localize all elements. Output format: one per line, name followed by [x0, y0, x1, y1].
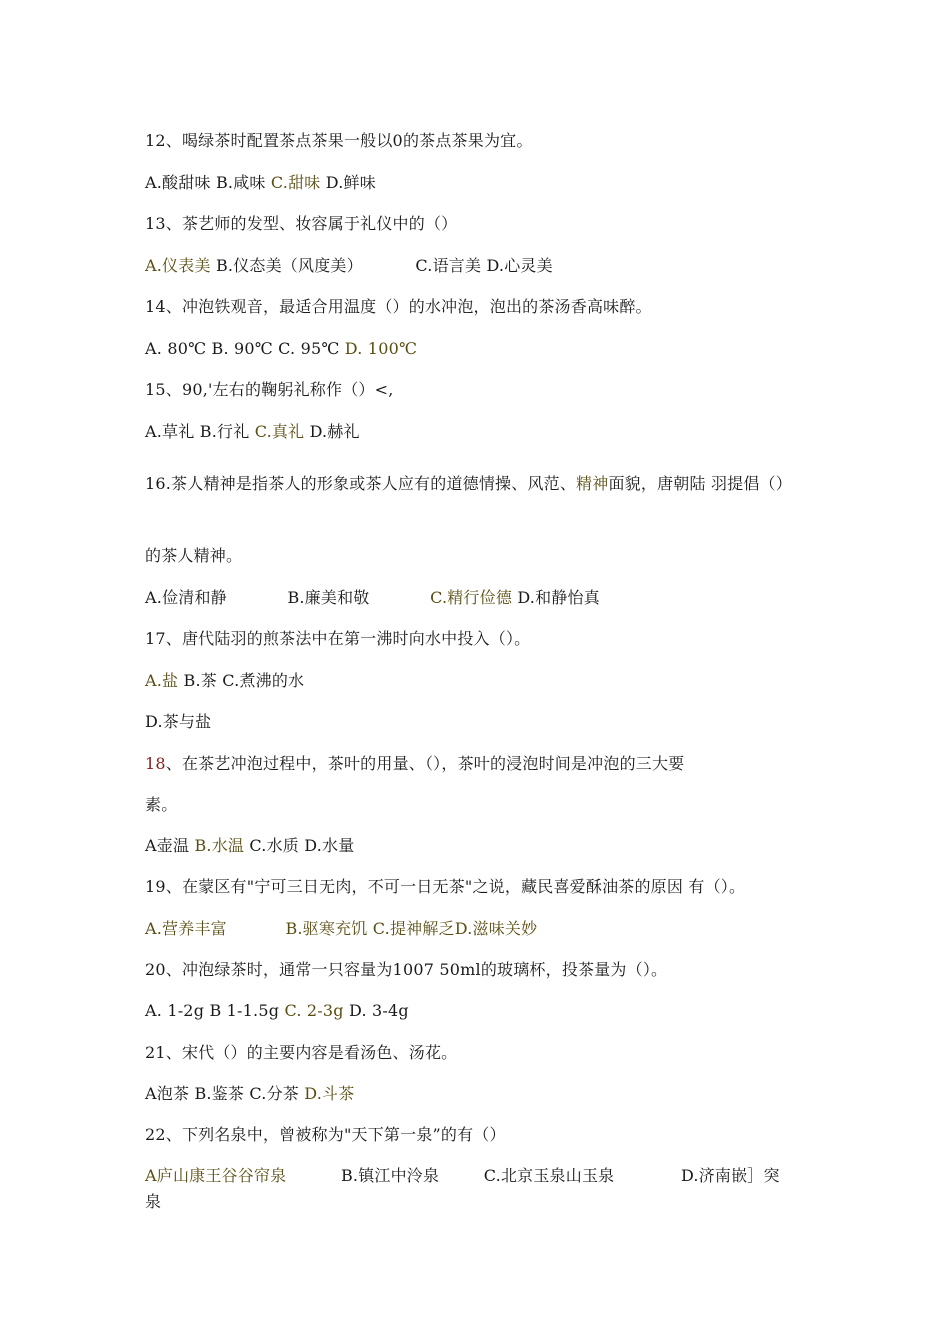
option-a: A泡茶 — [145, 1084, 190, 1103]
option-d: D.滋味关妙 — [454, 919, 538, 938]
question-17-options — [145, 671, 304, 691]
question-16-stem-cont: 的茶人精神。 — [145, 546, 243, 565]
option-b: B.茶 — [183, 671, 217, 690]
option-a: A.草礼 — [145, 422, 195, 441]
option-c: C. 2-3g — [284, 1001, 344, 1020]
option-c: C.提神解乏 — [372, 919, 455, 938]
option-b: B.镇江中泠泉 — [340, 1166, 440, 1185]
option-c: C.分茶 — [249, 1084, 299, 1103]
option-d: D. 100℃ — [344, 339, 418, 358]
question-19-stem: 19、在蒙区有"宁可三日无肉，不可一日无茶"之说，藏民喜爱酥油茶的原因 有（）。 — [145, 877, 746, 896]
option-c: C. 95℃ — [278, 339, 340, 358]
option-d: D.济南嵌］突 — [680, 1166, 780, 1185]
option-a: A.酸甜味 — [145, 173, 211, 192]
question-15-options — [145, 422, 360, 442]
question-21-options — [145, 1084, 354, 1104]
option-b: B.廉美和敬 — [287, 588, 370, 607]
option-c: C.水质 — [249, 836, 299, 855]
option-c: C.真礼 — [254, 422, 305, 441]
option-b: B. 90℃ — [211, 339, 273, 358]
option-b: B.鉴茶 — [194, 1084, 245, 1103]
option-c: C.精行俭德 — [430, 588, 513, 607]
option-a: A壶温 — [145, 836, 190, 855]
question-19-options — [145, 919, 537, 939]
option-a: A.营养丰富 — [145, 919, 227, 938]
question-18-stem: 18、在茶艺冲泡过程中，茶叶的用量、（），茶叶的浸泡时间是冲泡的三大要 — [145, 754, 685, 773]
question-14-stem: 14、冲泡铁观音，最适合用温度（）的水冲泡，泡出的茶汤香高味醉。 — [145, 297, 652, 316]
question-18-options — [145, 836, 354, 856]
option-a: A. 1-2g — [145, 1001, 205, 1020]
option-d: D. 3-4g — [349, 1001, 409, 1020]
option-b: B.行礼 — [199, 422, 250, 441]
question-14-options — [145, 339, 417, 359]
option-c: C.北京玉泉山玉泉 — [483, 1166, 615, 1185]
question-13-options — [145, 256, 553, 276]
question-20-stem: 20、冲泡绿茶时，通常一只容量为1007 50ml的玻璃杯，投茶量为（）。 — [145, 960, 668, 979]
option-d: D.和静怡真 — [517, 588, 600, 607]
option-a: A.盐 — [145, 671, 179, 690]
option-a: A庐山康王谷谷帘泉 — [145, 1166, 287, 1185]
question-21-stem: 21、宋代（）的主要内容是看汤色、汤花。 — [145, 1043, 458, 1062]
highlight-word: 精神 — [576, 474, 609, 493]
question-22-options — [145, 1166, 780, 1186]
question-12-stem: 12、喝绿茶时配置茶点茶果一般以0的茶点茶果为宜。 — [145, 131, 533, 150]
question-16-options — [145, 588, 600, 608]
option-a: A.俭清和静 — [145, 588, 227, 607]
question-number: 18 — [145, 754, 166, 773]
question-13-stem: 13、茶艺师的发型、妆容属于礼仪中的（） — [145, 214, 458, 233]
option-c: C.甜味 — [270, 173, 321, 192]
question-20-options — [145, 1001, 409, 1021]
question-22-option-d-cont: 泉 — [145, 1192, 162, 1211]
question-12-options — [145, 173, 376, 193]
option-b: B.仪态美（风度美） — [215, 256, 363, 275]
option-d: D.鲜味 — [325, 173, 376, 192]
option-b: B.水温 — [194, 836, 245, 855]
question-16-stem: 16.茶人精神是指茶人的形象或茶人应有的道德情操、风范、精神面貌，唐朝陆 羽提倡（） — [145, 474, 792, 493]
option-a: A. 80℃ — [145, 339, 207, 358]
option-d: D.水量 — [304, 836, 355, 855]
option-c: C.煮沸的水 — [222, 671, 305, 690]
option-b: B.咸味 — [215, 173, 266, 192]
option-b: B 1-1.5g — [209, 1001, 280, 1020]
option-d: D.心灵美 — [486, 256, 553, 275]
question-22-stem: 22、下列名泉中，曾被称为"天下第一泉”的有（） — [145, 1125, 506, 1144]
option-c: C.语言美 — [415, 256, 482, 275]
option-a: A.仪表美 — [145, 256, 211, 275]
question-17-stem: 17、唐代陆羽的煎茶法中在第一沸时向水中投入（）。 — [145, 629, 531, 648]
question-17-option-d: D.茶与盐 — [145, 712, 212, 731]
option-d: D.斗茶 — [304, 1084, 355, 1103]
question-15-stem: 15、90,'左右的鞠躬礼称作（）<, — [145, 380, 394, 399]
question-18-stem-cont: 素。 — [145, 795, 178, 814]
option-d: D.赫礼 — [309, 422, 360, 441]
option-b: B.驱寒充饥 — [285, 919, 368, 938]
